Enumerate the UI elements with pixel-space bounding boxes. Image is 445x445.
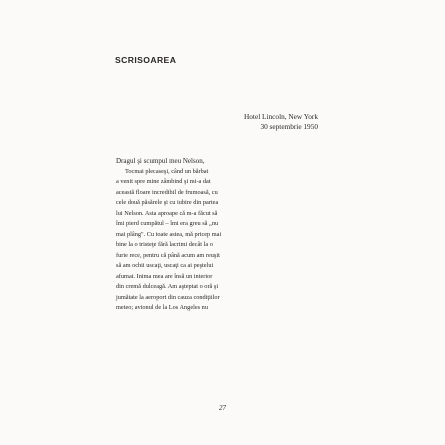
letter-line: jumătate la aeroport din cauza condiţiilor xyxy=(116,293,220,301)
letter-line: din cremă dulceagă. Am aşteptat o oră şi xyxy=(116,283,219,290)
page-number: 27 xyxy=(219,404,226,412)
letter-line: a venit spre mine zâmbind şi mi-a dat xyxy=(116,178,211,185)
dateline-date: 30 septembrie 1950 xyxy=(260,122,318,131)
letter-line: această floare incredibil de frumoasă, cu xyxy=(116,188,218,196)
letter-line: lui Nelson. Asta aproape că m-a făcut să xyxy=(116,209,218,217)
dateline-place: Hotel Lincoln, New York xyxy=(244,112,318,121)
letter-line: furie rece, pentru că până acum am reuşit xyxy=(116,251,220,259)
letter-line: Tocmai plecaseşi, când un bărbat xyxy=(125,167,209,175)
letter-dateline xyxy=(244,112,318,132)
chapter-title: SCRISOAREA xyxy=(115,55,177,65)
letter-line: cele două păsărele şi cu iubire din partea xyxy=(116,199,219,206)
letter-line: meteo; avionul de la Los Angeles nu xyxy=(116,304,208,311)
letter-line: bine la o tristeţe fără lacrimi decât la o xyxy=(116,241,213,248)
letter-line: mai plâng". Cu toate astea, mă pricep mai xyxy=(116,230,222,238)
letter-salutation: Dragul şi scumpul meu Nelson, xyxy=(116,157,205,165)
letter-line: îmi pierd cumpătul – îmi era greu să „nu xyxy=(116,220,219,227)
letter-line: să am ochii uscaţi, uscaţi ca ai peştelui xyxy=(116,262,214,269)
letter-line: afumat. Inima mea are însă un interior xyxy=(116,272,213,280)
letter-body xyxy=(116,156,321,314)
